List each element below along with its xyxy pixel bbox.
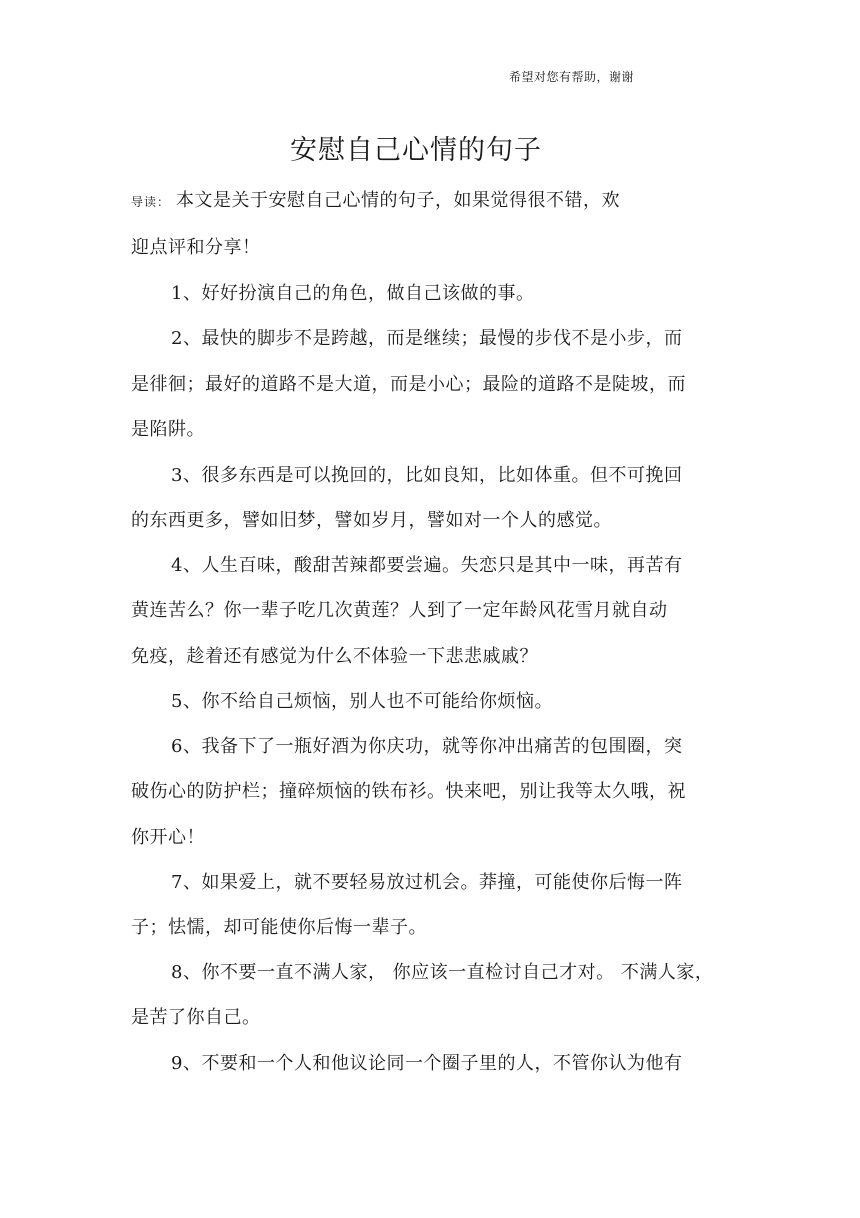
- paragraph-line: 2、最快的脚步不是跨越，而是继续；最慢的步伐不是小步，而: [171, 328, 683, 349]
- paragraph-line: 1、好好扮演自己的角色，做自己该做的事。: [171, 283, 535, 304]
- paragraph-line: 子；怯懦，却可能使你后悔一辈子。: [131, 917, 427, 938]
- intro-text: 本文是关于安慰自己心情的句子，如果觉得很不错，欢: [176, 190, 621, 211]
- paragraph-line: 8、你不要一直不满人家， 你应该一直检讨自己才对。 不满人家，: [171, 962, 714, 983]
- paragraph-line: 是徘徊；最好的道路不是大道，而是小心；最险的道路不是陡坡，而: [131, 374, 686, 395]
- paragraph-line: 9、不要和一个人和他议论同一个圈子里的人，不管你认为他有: [171, 1053, 683, 1074]
- paragraph-line: 免疫，趁着还有感觉为什么不体验一下悲悲戚戚？: [131, 646, 538, 667]
- paragraph-line: 7、如果爱上，就不要轻易放过机会。莽撞，可能使你后悔一阵: [171, 872, 683, 893]
- paragraph-line: 6、我备下了一瓶好酒为你庆功，就等你冲出痛苦的包围圈，突: [171, 736, 683, 757]
- intro-label: 导读：: [131, 195, 171, 209]
- paragraph-line: 破伤心的防护栏；撞碎烦恼的铁布衫。快来吧，别让我等太久哦，祝: [131, 781, 686, 802]
- intro-line-2: 迎点评和分享！: [131, 237, 261, 258]
- paragraph-line: 4、人生百味，酸甜苦辣都要尝遍。失恋只是其中一味，再苦有: [171, 555, 683, 576]
- paragraph-line: 你开心！: [131, 827, 205, 848]
- paragraph-line: 是苦了你自己。: [131, 1007, 261, 1028]
- intro-line-1: [131, 186, 620, 212]
- paragraph-line: 是陷阱。: [131, 419, 205, 440]
- paragraph-line: 的东西更多，譬如旧梦，譬如岁月，譬如对一个人的感觉。: [131, 510, 612, 531]
- paragraph-line: 黄连苦么？你一辈子吃几次黄莲？人到了一定年龄风花雪月就自动: [131, 600, 668, 621]
- paragraph-line: 5、你不给自己烦恼，别人也不可能给你烦恼。: [171, 691, 553, 712]
- paragraph-line: 3、很多东西是可以挽回的，比如良知，比如体重。但不可挽回: [171, 465, 683, 486]
- header-note: 希望对您有帮助，谢谢: [509, 70, 635, 84]
- document-title: 安慰自己心情的句子: [290, 135, 542, 166]
